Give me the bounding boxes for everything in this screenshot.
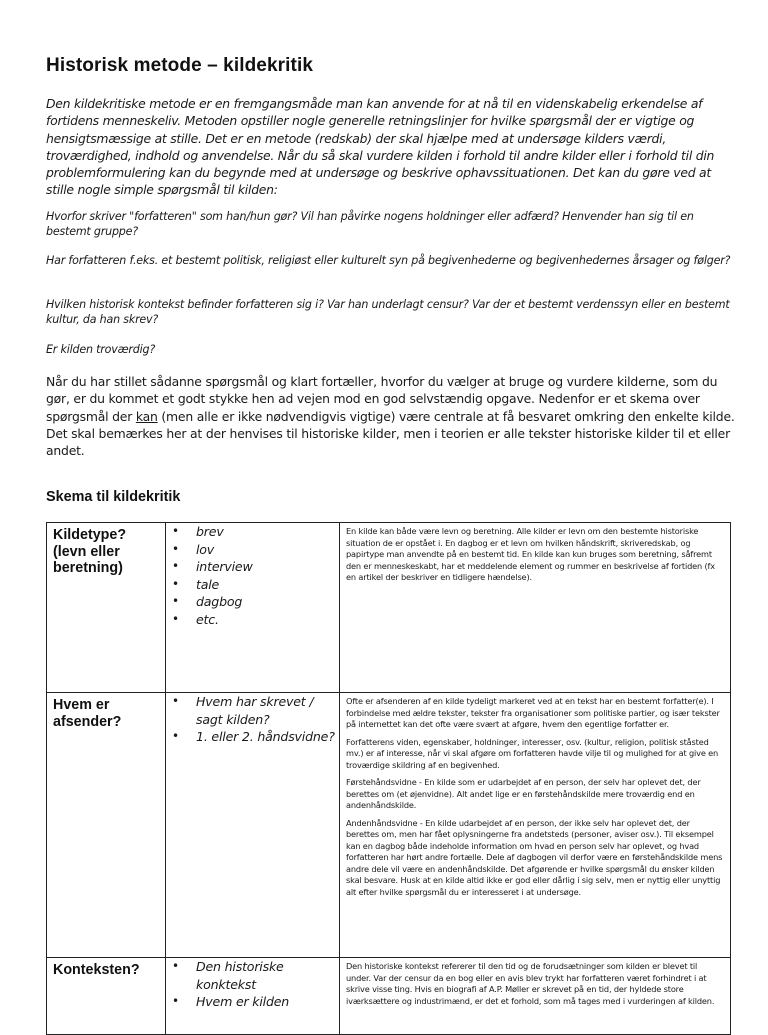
intro-paragraph: Den kildekritiske metode er en fremgangsmåde man kan anvende for at nå til en videnskabelig erkendelse af fortidens menneskeliv. Metoden opstiller nogle generelle retningslinjer for hvilke spørgsmål der er vigtige og hensigtsmæssige at stille. Det er en metode (redskab) der skal hjælpe med at undersøge kilders værdi, troværdighed, indhold og anvendelse. Når du så skal vurdere kilden i forhold til andre kilder eller i forhold til din problemformulering kan du begynde med at undersøge og beskrive ophavssituationen. Det kan du gøre ved at stille nogle simple spørgsmål til kilden: <box>46 96 715 198</box>
description-paragraph: Forfatterens viden, egenskaber, holdninger, interesser, osv. (kultur, religion, politisk ståsted mv.) er af interesse, når vi skal afgøre om forfatteren havde vilje til og mulighed for at give en troværdige skildring af en begivenhed. <box>346 736 719 770</box>
bullet-item <box>166 541 339 559</box>
bullet-cell <box>166 958 340 1035</box>
bullet-item <box>166 728 339 746</box>
table-row <box>47 958 731 1035</box>
description-paragraph: En kilde kan både være levn og beretning. Alle kilder er levn om den bestemte historiske situation de er opstået i. En dagbog er et levn om hvilken håndskrift, skriveredskab, og papirtype man anvendte på en bestemt tid. En kilde kan kun bruges som beretning, såfremt den er menneskeskabt, har et meddelende element og rummer en beskrivelse af fortiden (fx en artikel der beskriver en tidligere hændelse). <box>346 526 715 582</box>
outro-text-after: (men alle er ikke nødvendigvis vigtige) være centrale at få besvaret omkring den enkelte kilde. Det skal bemærkes her at der henvises til historiske kilder, men i teorien er alle tekster historiske kilder til et eller andet. <box>46 408 735 459</box>
bullet-icon: • <box>172 524 179 538</box>
bullet-list <box>166 958 339 1011</box>
description-paragraph: Den historiske kontekst refererer til den tid og de forudsætninger som kilden er blevet til under. Var der censur da en bog eller en avis blev trykt har forfatteren været forhindret i at skrive visse ting. Hvis en biografi af A.P. Møller er skrevet på en tid, der hyldede store iværksættere og industrimænd, er det et forhold, som må tages med i vurderingen af kilden. <box>346 961 715 1006</box>
description-cell <box>340 958 731 1035</box>
outro-text-before: Når du har stillet sådanne spørgsmål og klart fortæller, hvorfor du vælger at bruge og vurdere kilderne, som du gør, er du kommet et godt stykke hen ad vejen mod en god selvstændig opgave. Nedenfor er et skema over spørgsmål der <box>46 374 718 424</box>
question-paragraph: Hvorfor skriver "forfatteren" som han/hun gør? Vil han påvirke nogens holdninger eller adfærd? Henvender han sig til en bestemt gruppe? <box>46 210 694 239</box>
source-criticism-table <box>46 522 731 1035</box>
bullet-icon: • <box>172 694 179 708</box>
bullet-text: interview <box>196 559 253 574</box>
bullet-text: etc. <box>196 611 219 627</box>
bullet-text: 1. eller 2. håndsvidne? <box>196 729 335 744</box>
bullet-list <box>166 693 339 746</box>
bullet-text: Hvem er kilden <box>196 994 290 1009</box>
description-cell <box>340 523 731 693</box>
bullet-icon: • <box>172 611 179 626</box>
table-row <box>47 693 731 958</box>
outro-paragraph <box>46 373 736 459</box>
bullet-cell <box>166 523 340 693</box>
bullet-item <box>166 693 339 728</box>
bullet-icon: • <box>172 576 179 591</box>
bullet-icon: • <box>172 959 179 973</box>
question-paragraph: Hvilken historisk kontekst befinder forfatteren sig i? Var han underlagt censur? Var der et bestemt verdenssyn eller en bestemt kultur, da han skrev? <box>46 298 730 327</box>
row-label: Konteksten? <box>47 958 166 1035</box>
bullet-item <box>166 958 339 993</box>
bullet-item <box>166 611 339 629</box>
table-row <box>47 523 731 693</box>
bullet-item <box>166 576 339 594</box>
row-label: Hvem er afsender? <box>47 693 166 958</box>
description-paragraph: Ofte er afsenderen af en kilde tydeligt markeret ved at en tekst har en bestemt forfatter(e). I forbindelse med ældre tekster, tekster fra organisationer som politiske partier, og især tekster på internettet kan det ofte være svært at afgøre, hvem den egentlige forfatter er. <box>346 696 720 729</box>
question-paragraph: Er kilden troværdig? <box>46 343 156 356</box>
description-paragraph: Andenhåndsvidne - En kilde udarbejdet af en person, der ikke selv har oplevet det, der berettes om, men har fået oplysningerne fra andetsteds (personer, aviser osv.). Til eksempel kan en dagbog både indeholde information om hvad en person selv har oplevet, og hvad forfatteren har hørt andre fortælle. Dele af dagbogen vil derfor være en førstehåndskilde mens andre dele vil være en andenhåndskilde. Det afgørende er hvilke spørgsmål du ønsker kilden skal besvare. Husk at en kilde altid ikke er god eller dårlig i sig selv, men er nyttig eller unyttig alt efter hvilke spørgsmål du er interesseret i at undersøge. <box>346 817 723 897</box>
description-paragraph: Førstehåndsvidne - En kilde som er udarbejdet af en person, der selv har oplevet det, der berettes om (et øjenvidne). Alt andet lige er en førstehåndskilde mere troværdig end en andenhåndskilde. <box>346 777 701 810</box>
row-label: Kildetype? (levn eller beretning) <box>47 523 166 693</box>
bullet-text: dagbog <box>196 594 243 609</box>
description-cell <box>340 693 731 958</box>
bullet-item <box>166 993 339 1011</box>
bullet-cell <box>166 693 340 958</box>
question-paragraph: Har forfatteren f.eks. et bestemt politisk, religiøst eller kulturelt syn på begivenhederne og begivenhedernes årsager og følger? <box>46 254 731 267</box>
bullet-text: tale <box>196 576 220 592</box>
bullet-item <box>166 593 339 611</box>
bullet-list <box>166 523 339 628</box>
bullet-icon: • <box>172 594 179 608</box>
bullet-item <box>166 558 339 576</box>
bullet-item <box>166 523 339 541</box>
bullet-icon: • <box>172 729 179 743</box>
bullet-text: Hvem har skrevet / sagt kilden? <box>196 694 314 727</box>
bullet-text: brev <box>196 524 224 539</box>
schema-title: Skema til kildekritik <box>46 489 181 505</box>
bullet-text: lov <box>196 541 215 557</box>
bullet-icon: • <box>172 994 179 1008</box>
bullet-icon: • <box>172 559 179 573</box>
bullet-icon: • <box>172 541 179 556</box>
page-title: Historisk metode – kildekritik <box>46 55 313 76</box>
bullet-text: Den historiske konktekst <box>196 959 284 992</box>
outro-underlined-word: kan <box>135 408 158 424</box>
